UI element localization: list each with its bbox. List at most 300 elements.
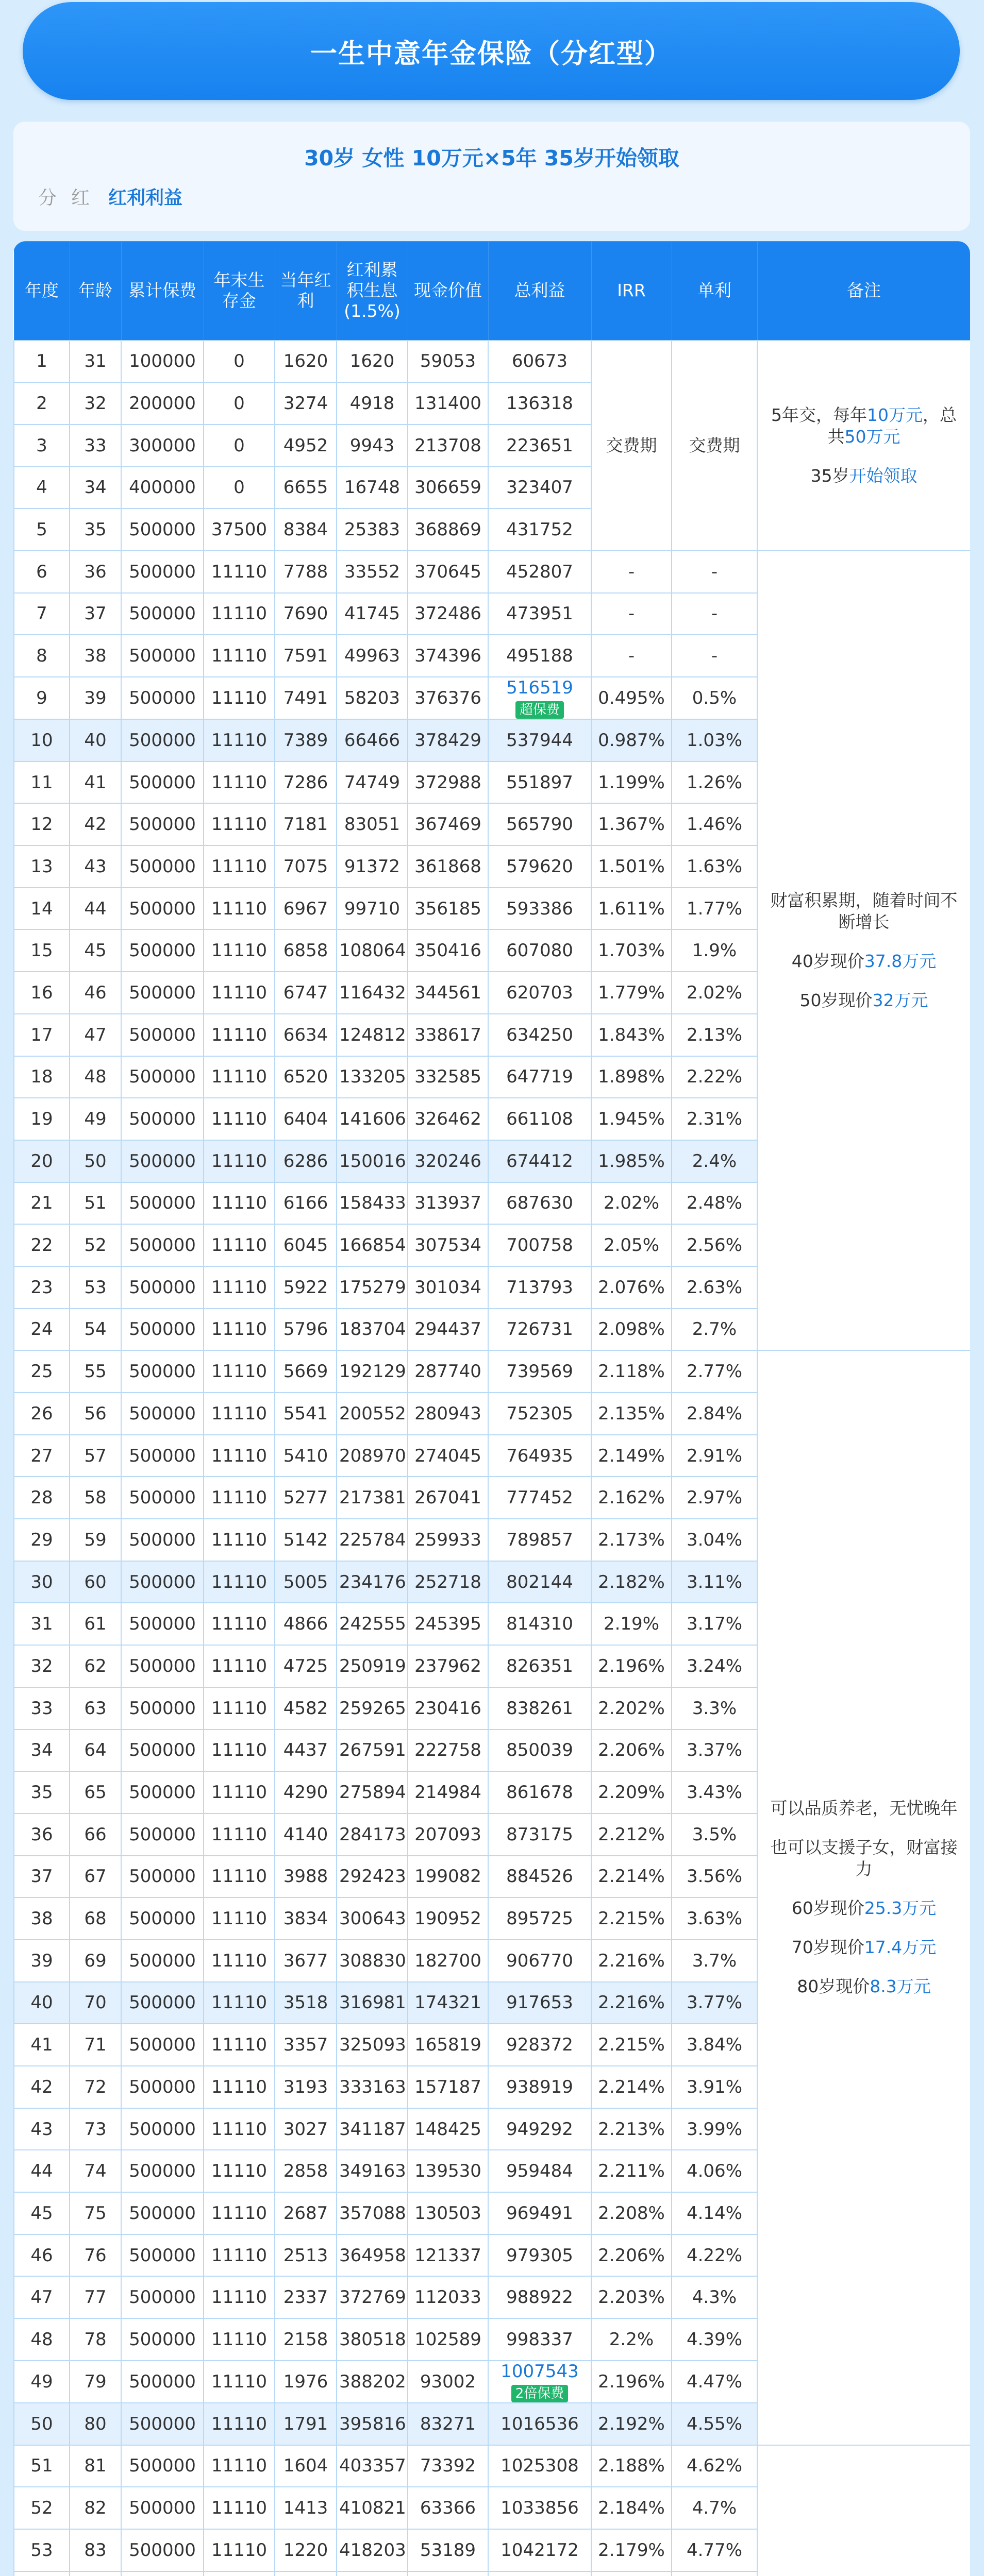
accumulated-dividend-cell: 83051	[337, 803, 408, 845]
irr-cell: 0.495%	[591, 677, 672, 719]
simple-interest-cell: 1.46%	[672, 803, 757, 845]
annual-dividend-cell: 4140	[275, 1814, 337, 1856]
survival-benefit-cell: 11110	[204, 2276, 275, 2318]
cash-value-cell: 121337	[408, 2234, 488, 2277]
total-benefit-cell: 579620	[488, 845, 591, 888]
irr-cell: 2.19%	[591, 1603, 672, 1645]
annual-dividend-cell: 8384	[275, 509, 337, 551]
age-cell: 49	[70, 1098, 121, 1140]
year-cell: 30	[14, 1561, 70, 1603]
cumulative-premium-cell: 500000	[121, 1730, 204, 1772]
accumulated-dividend-cell: 292423	[337, 1856, 408, 1898]
survival-benefit-cell: 11110	[204, 2066, 275, 2108]
age-cell: 51	[70, 1182, 121, 1225]
header-survival-benefit: 年末生存金	[204, 242, 275, 341]
accumulated-dividend-cell: 49963	[337, 635, 408, 677]
total-benefit-cell: 752305	[488, 1393, 591, 1435]
age-cell: 56	[70, 1393, 121, 1435]
irr-cell: 2.162%	[591, 1477, 672, 1519]
year-cell: 52	[14, 2487, 70, 2529]
total-benefit-cell: 1033856	[488, 2487, 591, 2529]
total-benefit-cell: 607080	[488, 929, 591, 972]
cash-value-cell: 287740	[408, 1350, 488, 1393]
remark-text: 5年交，每年	[771, 404, 867, 425]
cumulative-premium-cell: 500000	[121, 803, 204, 845]
total-benefit-cell: 814310	[488, 1603, 591, 1645]
year-cell: 50	[14, 2403, 70, 2445]
cumulative-premium-cell: 500000	[121, 2361, 204, 2403]
annual-dividend-cell: 6520	[275, 1056, 337, 1098]
cash-value-cell: 306659	[408, 467, 488, 509]
accumulated-dividend-cell: 308830	[337, 1940, 408, 1982]
survival-benefit-cell: 11110	[204, 1393, 275, 1435]
year-cell: 39	[14, 1940, 70, 1982]
total-benefit-cell: 473951	[488, 593, 591, 635]
age-cell: 83	[70, 2529, 121, 2571]
year-cell: 46	[14, 2234, 70, 2277]
simple-interest-cell: 3.37%	[672, 1730, 757, 1772]
annual-dividend-cell: 6655	[275, 467, 337, 509]
accumulated-dividend-cell: 99710	[337, 888, 408, 930]
accumulated-dividend-cell: 124812	[337, 1014, 408, 1056]
survival-benefit-cell: 11110	[204, 2108, 275, 2150]
annual-dividend-cell: 4582	[275, 1687, 337, 1730]
cumulative-premium-cell: 500000	[121, 1561, 204, 1603]
simple-interest-cell: 2.48%	[672, 1182, 757, 1225]
accumulated-dividend-cell: 74749	[337, 761, 408, 804]
irr-cell: 2.212%	[591, 1814, 672, 1856]
simple-interest-cell: 2.84%	[672, 1393, 757, 1435]
remark-highlight: 开始领取	[849, 465, 918, 486]
simple-interest-cell: 2.56%	[672, 1224, 757, 1266]
irr-cell: 2.184%	[591, 2487, 672, 2529]
cumulative-premium-cell: 500000	[121, 1435, 204, 1477]
cumulative-premium-cell: 500000	[121, 2066, 204, 2108]
irr-cell: 2.02%	[591, 1182, 672, 1225]
simple-interest-cell: 3.63%	[672, 1897, 757, 1940]
annual-dividend-cell: 2513	[275, 2234, 337, 2277]
accumulated-dividend-cell: 325093	[337, 2024, 408, 2066]
cash-value-cell: 83271	[408, 2403, 488, 2445]
survival-benefit-cell: 0	[204, 425, 275, 467]
benefit-table-container	[13, 241, 970, 2576]
survival-benefit-cell: 11110	[204, 551, 275, 593]
year-cell: 8	[14, 635, 70, 677]
simple-interest-cell: 2.02%	[672, 972, 757, 1014]
year-cell: 12	[14, 803, 70, 845]
age-cell: 33	[70, 425, 121, 467]
irr-cell: 1.898%	[591, 1056, 672, 1098]
survival-benefit-cell: 11110	[204, 803, 275, 845]
accumulated-dividend-cell: 395816	[337, 2403, 408, 2445]
accumulated-dividend-cell: 364958	[337, 2234, 408, 2277]
survival-benefit-cell: 11110	[204, 1056, 275, 1098]
simple-interest-cell: 4.55%	[672, 2403, 757, 2445]
irr-cell: 2.188%	[591, 2445, 672, 2487]
annual-dividend-cell: 4437	[275, 1730, 337, 1772]
dividend-tag-row	[38, 183, 182, 210]
annual-dividend-cell: 7286	[275, 761, 337, 804]
year-cell: 13	[14, 845, 70, 888]
age-cell: 71	[70, 2024, 121, 2066]
cash-value-cell: 372988	[408, 761, 488, 804]
age-cell: 60	[70, 1561, 121, 1603]
cumulative-premium-cell: 500000	[121, 2276, 204, 2318]
accumulated-dividend-cell: 141606	[337, 1098, 408, 1140]
cash-value-cell: 344561	[408, 972, 488, 1014]
age-cell: 79	[70, 2361, 121, 2403]
survival-benefit-cell: 11110	[204, 1477, 275, 1519]
year-cell: 43	[14, 2108, 70, 2150]
irr-cell: 2.098%	[591, 1309, 672, 1351]
cash-value-cell: 157187	[408, 2066, 488, 2108]
cumulative-premium-cell: 500000	[121, 1897, 204, 1940]
total-benefit-cell	[488, 2361, 591, 2403]
age-cell: 32	[70, 382, 121, 425]
accumulated-dividend-cell: 91372	[337, 845, 408, 888]
cumulative-premium-cell: 500000	[121, 1645, 204, 1687]
total-benefit-cell: 647719	[488, 1056, 591, 1098]
irr-cell: 2.173%	[591, 1519, 672, 1561]
cash-value-cell: 112033	[408, 2276, 488, 2318]
remark-line	[765, 990, 963, 1011]
cash-value-cell: 230416	[408, 1687, 488, 1730]
simple-interest-cell: -	[672, 593, 757, 635]
age-cell: 72	[70, 2066, 121, 2108]
header-cash-value: 现金价值	[408, 242, 488, 341]
cumulative-premium-cell: 500000	[121, 972, 204, 1014]
annual-dividend-cell: 1413	[275, 2487, 337, 2529]
accumulated-dividend-cell: 349163	[337, 2150, 408, 2192]
cumulative-premium-cell: 500000	[121, 2024, 204, 2066]
irr-cell: 2.215%	[591, 2024, 672, 2066]
cumulative-premium-cell: 500000	[121, 1014, 204, 1056]
irr-cell: 2.216%	[591, 1982, 672, 2024]
simple-interest-cell: 4.14%	[672, 2192, 757, 2234]
accumulated-dividend-cell: 341187	[337, 2108, 408, 2150]
survival-benefit-cell: 11110	[204, 1856, 275, 1898]
year-cell: 22	[14, 1224, 70, 1266]
cumulative-premium-cell: 500000	[121, 2234, 204, 2277]
total-benefit-cell: 777452	[488, 1477, 591, 1519]
age-cell: 48	[70, 1056, 121, 1098]
year-cell: 42	[14, 2066, 70, 2108]
irr-cell: 2.192%	[591, 2403, 672, 2445]
remark-text: ，总共	[827, 404, 957, 447]
cumulative-premium-cell: 500000	[121, 2150, 204, 2192]
age-cell: 37	[70, 593, 121, 635]
total-benefit-value: 1007543	[501, 2361, 579, 2382]
year-cell: 7	[14, 593, 70, 635]
irr-cell: 2.179%	[591, 2529, 672, 2571]
accumulated-dividend-cell: 242555	[337, 1603, 408, 1645]
annual-dividend-cell: 3027	[275, 2108, 337, 2150]
simple-interest-cell: 3.99%	[672, 2108, 757, 2150]
simple-interest-cell: 4.06%	[672, 2150, 757, 2192]
age-cell: 46	[70, 972, 121, 1014]
cumulative-premium-cell: 500000	[121, 929, 204, 972]
annual-dividend-cell: 5669	[275, 1350, 337, 1393]
dividend-benefit-link[interactable]: 红利利益	[108, 188, 183, 209]
irr-cell: -	[591, 635, 672, 677]
year-cell: 48	[14, 2318, 70, 2361]
total-benefit-cell: 850039	[488, 1730, 591, 1772]
cash-value-cell: 245395	[408, 1603, 488, 1645]
annual-dividend-cell	[275, 2571, 337, 2576]
cumulative-premium-cell: 500000	[121, 761, 204, 804]
remark-line	[765, 1798, 963, 1819]
cumulative-premium-cell: 500000	[121, 2108, 204, 2150]
irr-cell: 1.779%	[591, 972, 672, 1014]
header-accumulated-dividend: 红利累积生息(1.5%)	[337, 242, 408, 341]
remark-text: 也可以支援子女，财富接力	[770, 1837, 958, 1879]
accumulated-dividend-cell: 9943	[337, 425, 408, 467]
accumulated-dividend-cell: 225784	[337, 1519, 408, 1561]
total-benefit-cell: 452807	[488, 551, 591, 593]
age-cell: 57	[70, 1435, 121, 1477]
cumulative-premium-cell: 500000	[121, 2529, 204, 2571]
year-cell: 38	[14, 1897, 70, 1940]
age-cell: 73	[70, 2108, 121, 2150]
cash-value-cell: 102589	[408, 2318, 488, 2361]
annual-dividend-cell: 3834	[275, 1897, 337, 1940]
age-cell: 81	[70, 2445, 121, 2487]
annual-dividend-cell: 6858	[275, 929, 337, 972]
total-benefit-cell: 713793	[488, 1266, 591, 1309]
year-cell: 15	[14, 929, 70, 972]
age-cell: 78	[70, 2318, 121, 2361]
survival-benefit-cell: 11110	[204, 593, 275, 635]
survival-benefit-cell: 11110	[204, 1897, 275, 1940]
cumulative-premium-cell: 500000	[121, 1477, 204, 1519]
simple-interest-cell: 1.03%	[672, 719, 757, 761]
year-cell: 35	[14, 1771, 70, 1814]
cash-value-cell: 338617	[408, 1014, 488, 1056]
simple-pay-period-cell: 交费期	[672, 341, 757, 551]
age-cell: 74	[70, 2150, 121, 2192]
remark-highlight: 32万元	[872, 990, 928, 1011]
header-cumulative-premium: 累计保费	[121, 242, 204, 341]
total-benefit-cell	[488, 2571, 591, 2576]
year-cell: 14	[14, 888, 70, 930]
premium-multiple-badge: 超保费	[515, 701, 564, 719]
irr-cell: 2.196%	[591, 1645, 672, 1687]
annual-dividend-cell: 3274	[275, 382, 337, 425]
title-banner	[23, 2, 960, 100]
year-cell: 18	[14, 1056, 70, 1098]
simple-interest-cell: 2.91%	[672, 1435, 757, 1477]
simple-interest-cell: 4.39%	[672, 2318, 757, 2361]
remark-highlight: 50万元	[844, 426, 900, 447]
total-benefit-cell: 949292	[488, 2108, 591, 2150]
cumulative-premium-cell	[121, 2571, 204, 2576]
year-cell: 27	[14, 1435, 70, 1477]
age-cell: 64	[70, 1730, 121, 1772]
simple-interest-cell: 2.13%	[672, 1014, 757, 1056]
annual-dividend-cell: 1604	[275, 2445, 337, 2487]
header-irr: IRR	[591, 242, 672, 341]
age-cell: 55	[70, 1350, 121, 1393]
remark-highlight: 8.3万元	[870, 1976, 931, 1997]
cash-value-cell: 378429	[408, 719, 488, 761]
cumulative-premium-cell: 500000	[121, 1224, 204, 1266]
table-row	[14, 551, 970, 593]
simple-interest-cell: 1.26%	[672, 761, 757, 804]
remark-cell	[757, 551, 970, 1350]
cash-value-cell: 313937	[408, 1182, 488, 1225]
survival-benefit-cell: 11110	[204, 1603, 275, 1645]
total-benefit-cell: 60673	[488, 341, 591, 383]
annual-dividend-cell: 5796	[275, 1309, 337, 1351]
cash-value-cell: 368869	[408, 509, 488, 551]
age-cell: 69	[70, 1940, 121, 1982]
year-cell: 10	[14, 719, 70, 761]
cumulative-premium-cell: 500000	[121, 1056, 204, 1098]
survival-benefit-cell: 11110	[204, 761, 275, 804]
annual-dividend-cell: 4866	[275, 1603, 337, 1645]
age-cell: 66	[70, 1814, 121, 1856]
header-age: 年龄	[70, 242, 121, 341]
total-benefit-cell: 565790	[488, 803, 591, 845]
age-cell: 77	[70, 2276, 121, 2318]
cumulative-premium-cell: 200000	[121, 382, 204, 425]
cash-value-cell: 376376	[408, 677, 488, 719]
cumulative-premium-cell: 500000	[121, 1687, 204, 1730]
accumulated-dividend-cell: 150016	[337, 1140, 408, 1182]
premium-multiple-badge: 2倍保费	[511, 2385, 569, 2402]
year-cell: 3	[14, 425, 70, 467]
age-cell: 75	[70, 2192, 121, 2234]
age-cell: 76	[70, 2234, 121, 2277]
simple-interest-cell: 3.3%	[672, 1687, 757, 1730]
simple-interest-cell: 2.63%	[672, 1266, 757, 1309]
survival-benefit-cell: 11110	[204, 635, 275, 677]
accumulated-dividend-cell: 66466	[337, 719, 408, 761]
cumulative-premium-cell: 100000	[121, 341, 204, 383]
annual-dividend-cell: 6286	[275, 1140, 337, 1182]
cumulative-premium-cell: 500000	[121, 1856, 204, 1898]
cumulative-premium-cell: 500000	[121, 551, 204, 593]
age-cell: 35	[70, 509, 121, 551]
survival-benefit-cell: 0	[204, 341, 275, 383]
year-cell: 1	[14, 341, 70, 383]
cash-value-cell: 213708	[408, 425, 488, 467]
survival-benefit-cell: 11110	[204, 888, 275, 930]
irr-cell: 2.149%	[591, 1435, 672, 1477]
annual-dividend-cell: 5922	[275, 1266, 337, 1309]
scenario-title: 30岁 女性 10万元×5年 35岁开始领取	[304, 146, 679, 171]
cash-value-cell: 372486	[408, 593, 488, 635]
age-cell: 65	[70, 1771, 121, 1814]
year-cell: 4	[14, 467, 70, 509]
accumulated-dividend-cell: 267591	[337, 1730, 408, 1772]
annual-dividend-cell: 7075	[275, 845, 337, 888]
irr-cell: 2.216%	[591, 1940, 672, 1982]
survival-benefit-cell: 11110	[204, 1730, 275, 1772]
cumulative-premium-cell: 500000	[121, 1393, 204, 1435]
total-benefit-cell: 593386	[488, 888, 591, 930]
header-simple-interest: 单利	[672, 242, 757, 341]
table-row	[14, 2445, 970, 2487]
header-year: 年度	[14, 242, 70, 341]
cash-value-cell: 374396	[408, 635, 488, 677]
remark-text: 70岁现价	[791, 1937, 864, 1958]
total-benefit-cell: 988922	[488, 2276, 591, 2318]
annual-dividend-cell: 6045	[275, 1224, 337, 1266]
simple-interest-cell: 2.22%	[672, 1056, 757, 1098]
age-cell: 41	[70, 761, 121, 804]
irr-cell: 2.118%	[591, 1350, 672, 1393]
cumulative-premium-cell: 500000	[121, 1266, 204, 1309]
year-cell: 41	[14, 2024, 70, 2066]
irr-cell: 1.199%	[591, 761, 672, 804]
age-cell: 62	[70, 1645, 121, 1687]
survival-benefit-cell: 11110	[204, 972, 275, 1014]
cash-value-cell: 93002	[408, 2361, 488, 2403]
total-benefit-cell: 884526	[488, 1856, 591, 1898]
survival-benefit-cell: 11110	[204, 2234, 275, 2277]
cumulative-premium-cell: 500000	[121, 2318, 204, 2361]
survival-benefit-cell: 11110	[204, 1435, 275, 1477]
cumulative-premium-cell: 500000	[121, 1309, 204, 1351]
cash-value-cell: 63366	[408, 2487, 488, 2529]
simple-interest-cell: 4.62%	[672, 2445, 757, 2487]
accumulated-dividend-cell: 259265	[337, 1687, 408, 1730]
total-benefit-cell: 802144	[488, 1561, 591, 1603]
survival-benefit-cell: 11110	[204, 1982, 275, 2024]
accumulated-dividend-cell: 234176	[337, 1561, 408, 1603]
age-cell: 63	[70, 1687, 121, 1730]
irr-cell: 2.202%	[591, 1687, 672, 1730]
simple-interest-cell: 4.7%	[672, 2487, 757, 2529]
irr-cell: 1.501%	[591, 845, 672, 888]
simple-interest-cell: 2.97%	[672, 1477, 757, 1519]
table-body	[14, 341, 970, 2576]
cumulative-premium-cell: 500000	[121, 509, 204, 551]
irr-cell: 2.214%	[591, 1856, 672, 1898]
age-cell: 36	[70, 551, 121, 593]
irr-cell: 2.208%	[591, 2192, 672, 2234]
age-cell: 42	[70, 803, 121, 845]
annual-dividend-cell: 2337	[275, 2276, 337, 2318]
survival-benefit-cell: 11110	[204, 845, 275, 888]
table-row	[14, 341, 970, 383]
year-cell: 21	[14, 1182, 70, 1225]
cumulative-premium-cell: 500000	[121, 1771, 204, 1814]
survival-benefit-cell: 11110	[204, 2318, 275, 2361]
accumulated-dividend-cell: 166854	[337, 1224, 408, 1266]
annual-dividend-cell: 5277	[275, 1477, 337, 1519]
total-benefit-cell: 789857	[488, 1519, 591, 1561]
year-cell: 36	[14, 1814, 70, 1856]
page-title: 一生中意年金保险（分红型）	[310, 38, 672, 70]
total-benefit-cell: 1016536	[488, 2403, 591, 2445]
cash-value-cell: 222758	[408, 1730, 488, 1772]
irr-cell: 2.135%	[591, 1393, 672, 1435]
cash-value-cell: 59053	[408, 341, 488, 383]
simple-interest-cell: 3.7%	[672, 1940, 757, 1982]
irr-cell: 2.076%	[591, 1266, 672, 1309]
simple-interest-cell: -	[672, 551, 757, 593]
total-benefit-cell: 726731	[488, 1309, 591, 1351]
survival-benefit-cell: 11110	[204, 1266, 275, 1309]
remark-text: 35岁	[810, 465, 849, 486]
cash-value-cell: 237962	[408, 1645, 488, 1687]
remark-line	[765, 1937, 963, 1958]
total-benefit-cell: 959484	[488, 2150, 591, 2192]
cash-value-cell: 307534	[408, 1224, 488, 1266]
cumulative-premium-cell: 500000	[121, 2192, 204, 2234]
